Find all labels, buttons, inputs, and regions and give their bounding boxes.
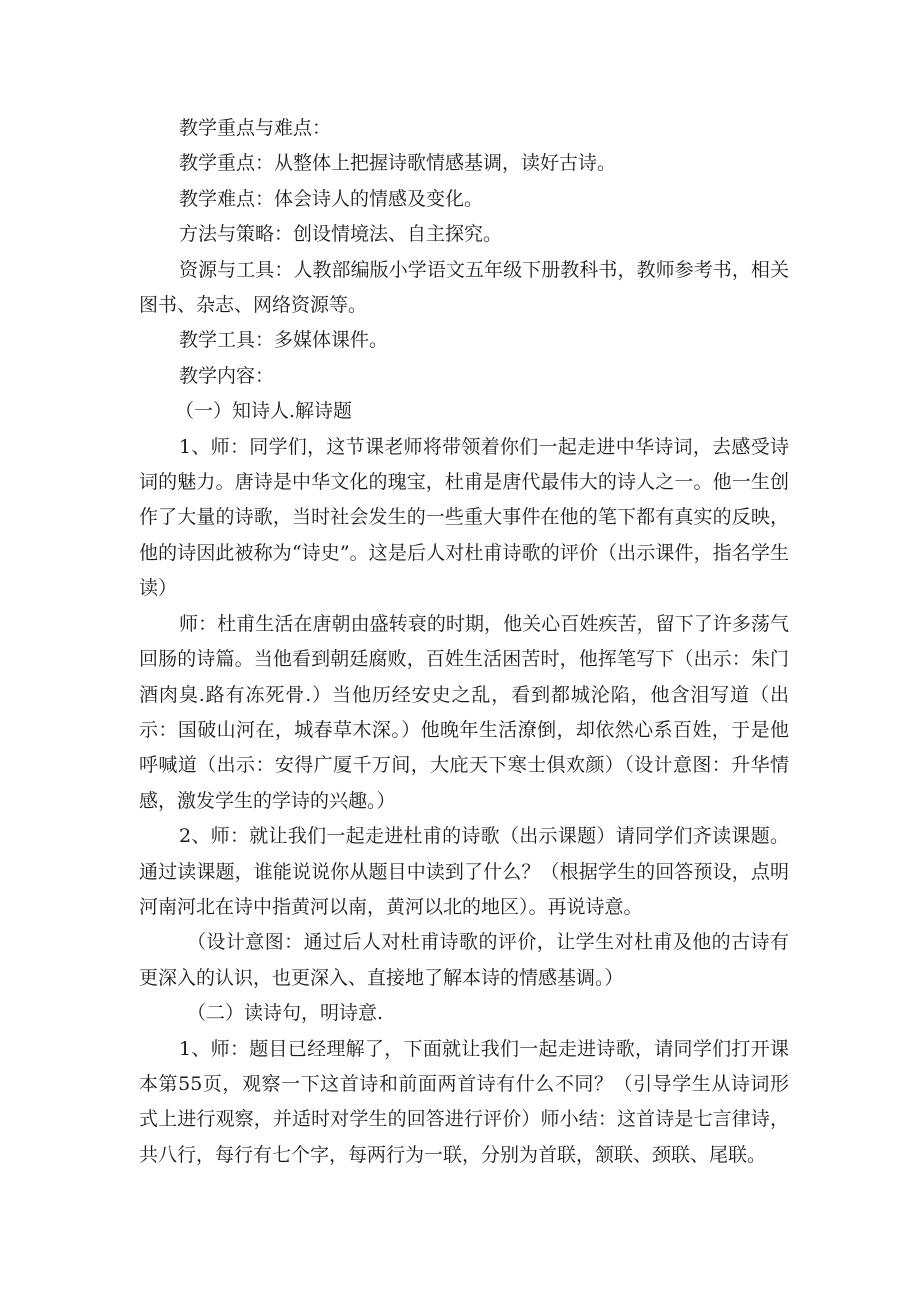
- section-heading-1: （一）知诗人.解诗题: [175, 400, 353, 423]
- document-body: [139, 111, 789, 1173]
- section-heading-2: （二）读诗句，明诗意.: [187, 1002, 384, 1025]
- paragraph-difficult-point: 教学难点：体会诗人的情感及变化。: [179, 187, 484, 210]
- paragraph-teacher-intro: 师：杜甫生活在唐朝由盛转衰的时期，他关心百姓疾苦，留下了许多荡气回肠的诗篇。当他看到朝廷腐败，百姓生活困苦时，他挥笔写下（出示：朱门酒肉臭.路有冻死骨.）当他历经安史之乱，看到都城沦陷，他含泪写道（出示：国破山河在，城春草木深。）他晚年生活潦倒，却依然心系百姓，于是他呼喊道（出示：安得广厦千万间，大庇天下寒士俱欢颜）（设计意图：升华情感，激发学生的学诗的兴趣。）: [139, 612, 789, 812]
- paragraph-step-2: 2、师：就让我们一起走进杜甫的诗歌（出示课题）请同学们齐读课题。通过读课题，谁能说说你从题目中读到了什么？（根据学生的回答预设，点明河南河北在诗中指黄河以南，黄河以北的地区）。再说诗意。: [139, 825, 789, 918]
- paragraph-design-intent: （设计意图：通过后人对杜甫诗歌的评价，让学生对杜甫及他的古诗有更深入的认识，也更深入、直接地了解本诗的情感基调。）: [139, 931, 789, 989]
- heading-key-points: 教学重点与难点：: [179, 117, 332, 139]
- heading-teaching-content: 教学内容：: [179, 364, 275, 387]
- paragraph-key-point: 教学重点：从整体上把握诗歌情感基调，读好古诗。: [179, 152, 617, 175]
- paragraph-step-1: 1、师：同学们，这节课老师将带领着你们一起走进中华诗词，去感受诗词的魅力。唐诗是中华文化的瑰宝，杜甫是唐代最伟大的诗人之一。他一生创作了大量的诗歌，当时社会发生的一些重大事件在他的笔下都有真实的反映，他的诗因此被称为“诗史”。这是后人对杜甫诗歌的评价（出示课件，指名学生读）: [139, 435, 789, 600]
- paragraph-teaching-tools: 教学工具：多媒体课件。: [179, 329, 389, 352]
- paragraph-section-2-step-1: 1、师：题目已经理解了，下面就让我们一起走进诗歌，请同学们打开课本第55页，观察一下这首诗和前面两首诗有什么不同？（引导学生从诗词形式上进行观察，并适时对学生的回答进行评价）师小结：这首诗是七言律诗，共八行，每行有七个字，每两行为一联，分别为首联，颔联、颈联、尾联。: [139, 1037, 789, 1166]
- paragraph-resources: 资源与工具：人教部编版小学语文五年级下册教科书，教师参考书，相关图书、杂志、网络资源等。: [139, 258, 789, 317]
- paragraph-methods: 方法与策略：创设情境法、自主探究。: [179, 223, 503, 246]
